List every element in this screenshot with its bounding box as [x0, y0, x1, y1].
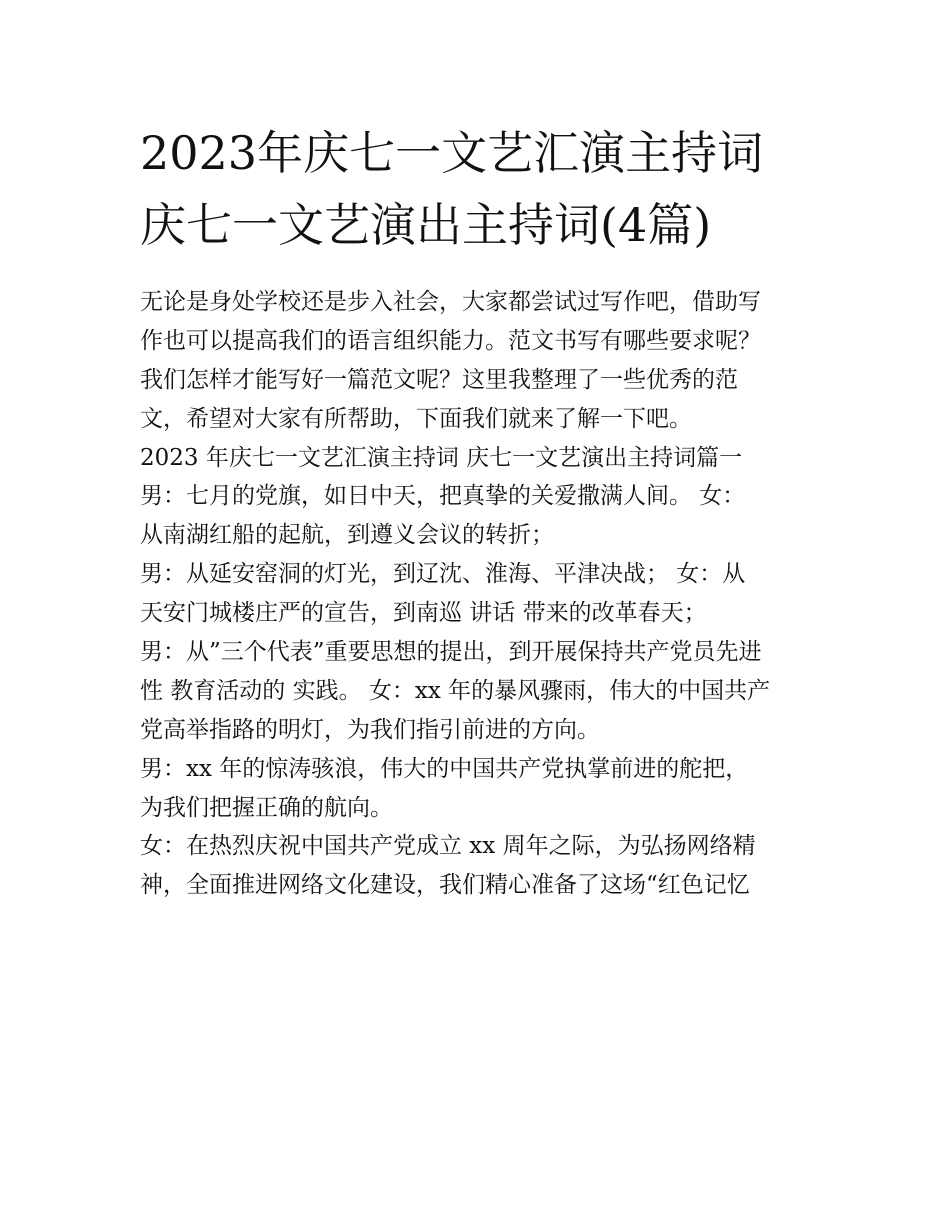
body-line-15: 女：在热烈庆祝中国共产党成立 xx 周年之际，为弘扬网络精	[140, 833, 756, 860]
body-line-14: 为我们把握正确的航向。	[140, 794, 393, 821]
body-line-10: 男：从”三个代表”重要思想的提出，到开展保持共产党员先进	[140, 639, 762, 666]
body-line-6: 男：七月的党旗，如日中天，把真挚的关爱撒满人间。 女：	[140, 483, 746, 510]
body-line-8: 男：从延安窑洞的灯光，到辽沈、淮海、平津决战； 女：从	[140, 561, 746, 588]
body-line-12: 党高举指路的明灯，为我们指引前进的方向。	[140, 716, 600, 743]
body-line-1: 无论是身处学校还是步入社会，大家都尝试过写作吧，借助写	[140, 289, 761, 315]
body-line-3: 我们怎样才能写好一篇范文呢？这里我整理了一些优秀的范	[140, 366, 738, 393]
title-line-1: 2023年庆七一文艺汇演主持词	[140, 126, 764, 180]
body-line-2: 作也可以提高我们的语言组织能力。范文书写有哪些要求呢？	[140, 327, 761, 354]
body-line-4: 文，希望对大家有所帮助，下面我们就来了解一下吧。	[140, 405, 692, 432]
body-line-11: 性 教育活动的 实践。 女：xx 年的暴风骤雨，伟大的中国共产	[140, 677, 771, 704]
body-line-5: 2023 年庆七一文艺汇演主持词 庆七一文艺演出主持词篇一	[140, 444, 743, 471]
body-line-13: 男：xx 年的惊涛骇浪，伟大的中国共产党执掌前进的舵把，	[140, 755, 749, 782]
document-title	[140, 117, 830, 261]
title-line-2: 庆七一文艺演出主持词(4篇)	[140, 198, 712, 252]
body-line-9: 天安门城楼庄严的宣告，到南巡 讲话 带来的改革春天；	[140, 600, 707, 627]
body-line-16: 神，全面推进网络文化建设，我们精心准备了这场“红色记忆	[140, 872, 750, 899]
body-line-7: 从南湖红船的起航，到遵义会议的转折；	[140, 522, 554, 549]
document-body	[140, 283, 820, 905]
